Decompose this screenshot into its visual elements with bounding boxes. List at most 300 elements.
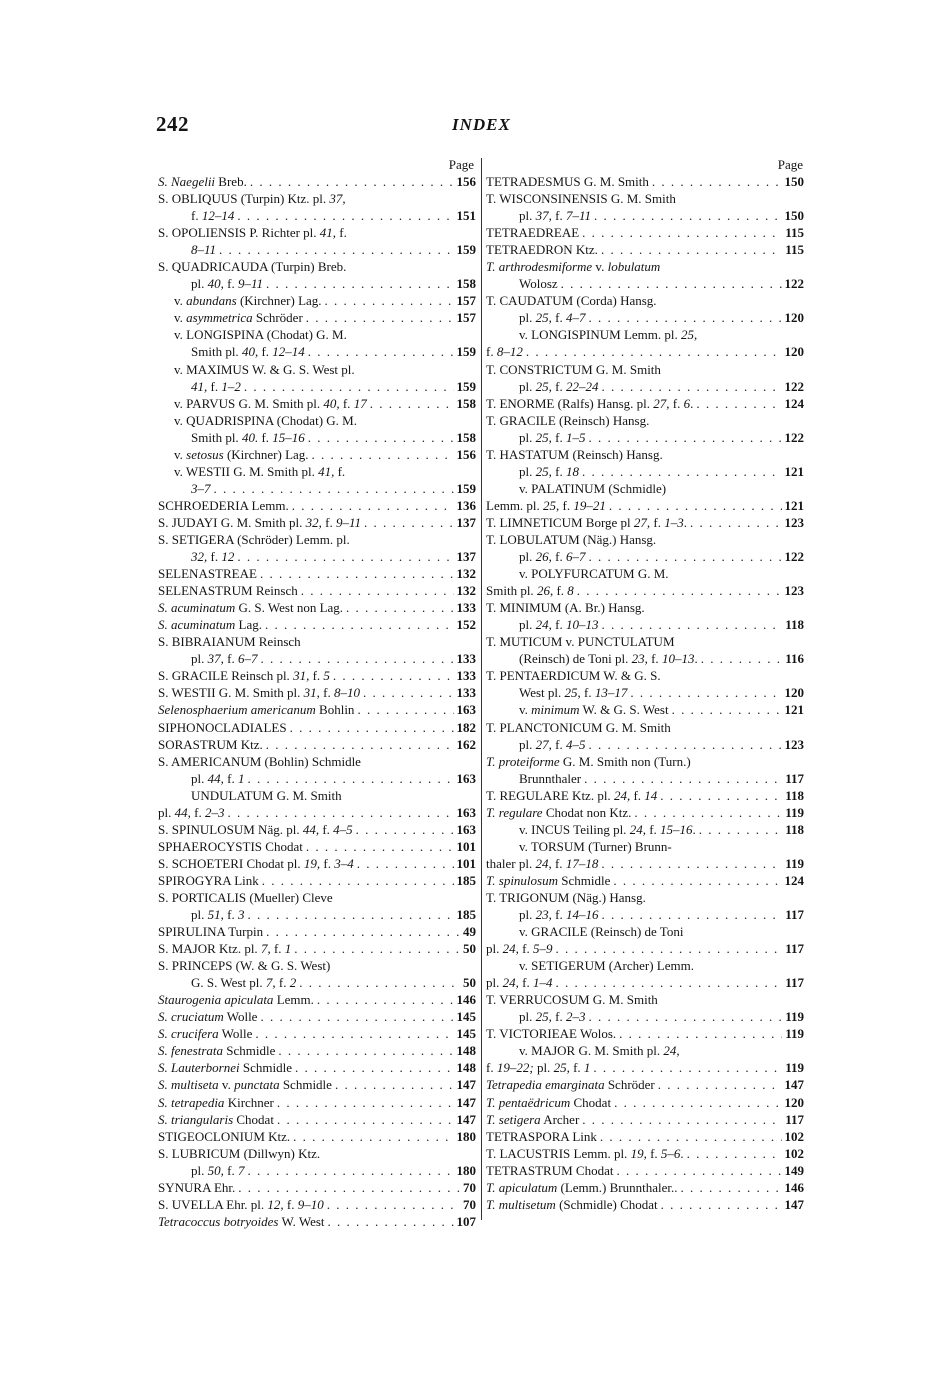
index-entry	[158, 1025, 476, 1042]
entry-text: T. spinulosum Schmidle	[486, 872, 611, 888]
dot-leader	[616, 1025, 782, 1042]
entry-page: 149	[784, 1162, 804, 1178]
index-entry	[486, 701, 804, 718]
index-entry	[486, 361, 804, 378]
index-entry	[158, 224, 476, 241]
entry-text: v. asymmetrica Schröder	[174, 310, 303, 326]
index-entry	[486, 719, 804, 736]
entry-page: 158	[456, 395, 476, 411]
entry-page: 119	[785, 1060, 804, 1076]
index-entry	[158, 1076, 476, 1093]
entry-text: T. MINIMUM (A. Br.) Hansg.	[486, 600, 645, 616]
index-entry	[158, 719, 476, 736]
entry-text: T. HASTATUM (Reinsch) Hansg.	[486, 446, 663, 462]
dot-leader	[598, 378, 781, 395]
dot-leader	[687, 514, 781, 531]
index-entry	[486, 1008, 804, 1025]
dot-leader	[579, 1111, 782, 1128]
entry-text: S. SETIGERA (Schröder) Lemm. pl.	[158, 531, 350, 547]
entry-text: v. setosus (Kirchner) Lag.	[174, 446, 309, 462]
entry-text: T. regulare Chodat non Ktz.	[486, 804, 632, 820]
entry-page: 185	[456, 907, 476, 923]
index-entry	[158, 1196, 476, 1213]
entry-page: 133	[456, 600, 476, 616]
entry-page: 122	[784, 429, 804, 445]
entry-text: f. 19–22; pl. 25, f. 1	[486, 1060, 591, 1076]
dot-leader	[367, 395, 454, 412]
entry-text: 32, f. 12	[191, 549, 235, 565]
entry-text: pl. 44, f. 2–3	[158, 804, 225, 820]
entry-page: 163	[456, 770, 476, 786]
dot-leader	[354, 855, 454, 872]
entry-page: 117	[785, 975, 804, 991]
entry-text: T. WISCONSINENSIS G. M. Smith	[486, 191, 676, 207]
entry-page: 150	[784, 174, 804, 189]
dot-leader	[263, 275, 453, 292]
entry-page: 118	[785, 617, 804, 633]
dot-leader	[585, 309, 781, 326]
dot-leader	[257, 650, 453, 667]
dot-leader	[235, 1179, 460, 1196]
index-entry	[486, 497, 804, 514]
index-entry	[158, 838, 476, 855]
dot-leader	[303, 309, 454, 326]
entry-text: S. UVELLA Ehr. pl. 12, f. 9–10	[158, 1196, 324, 1212]
dot-leader	[657, 787, 782, 804]
entry-text: v. PALATINUM (Schmidle)	[519, 480, 667, 496]
entry-page: 101	[456, 838, 476, 854]
entry-page: 102	[784, 1128, 804, 1144]
entry-text: pl. 44, f. 1	[191, 770, 245, 786]
entry-text: Smith pl. 40, f. 12–14	[191, 344, 305, 360]
entry-page: 162	[456, 736, 476, 752]
index-entry	[158, 804, 476, 821]
entry-text: pl. 50, f. 7	[191, 1162, 245, 1178]
entry-page: 115	[785, 242, 804, 258]
dot-leader	[275, 1042, 453, 1059]
entry-text: pl. 37, f. 6–7	[191, 651, 258, 667]
entry-page: 180	[456, 1128, 476, 1144]
entry-text: pl. 37, f. 7–11	[519, 208, 592, 224]
index-entry	[486, 855, 804, 872]
index-entry	[486, 1059, 804, 1076]
dot-leader	[343, 599, 453, 616]
dot-leader	[332, 1076, 454, 1093]
index-entry	[158, 889, 476, 906]
entry-text: West pl. 25, f. 13–17	[519, 685, 628, 701]
dot-leader	[360, 684, 453, 701]
entry-text: S. WESTII G. M. Smith pl. 31, f. 8–10	[158, 685, 361, 701]
index-entry	[486, 275, 804, 292]
index-column-right	[486, 156, 804, 1213]
entry-page: 124	[784, 395, 804, 411]
index-entry	[158, 1094, 476, 1111]
entry-text: S. OBLIQUUS (Turpin) Ktz. pl. 37,	[158, 191, 346, 207]
index-entry	[486, 684, 804, 701]
index-entry	[486, 838, 804, 855]
dot-leader	[581, 770, 782, 787]
entry-page: 156	[456, 446, 476, 462]
entry-text: S. GRACILE Reinsch pl. 31, f. 5	[158, 668, 330, 684]
entry-text: S. PRINCEPS (W. & G. S. West)	[158, 958, 331, 974]
dot-leader	[361, 514, 454, 531]
entry-text: 41, f. 1–2	[191, 378, 241, 394]
dot-leader	[574, 582, 782, 599]
entry-text: 8–11	[191, 242, 217, 258]
dot-leader	[290, 1128, 453, 1145]
entry-page: 117	[785, 1111, 804, 1127]
index-entry	[486, 599, 804, 616]
entry-text: (Reinsch) de Toni pl. 23, f. 10–13.	[519, 651, 698, 667]
entry-page: 158	[456, 429, 476, 445]
index-entry	[486, 446, 804, 463]
entry-text: v. PARVUS G. M. Smith pl. 40, f. 17	[174, 395, 367, 411]
dot-leader	[259, 872, 454, 889]
entry-text: S. Lauterbornei Schmidle	[158, 1060, 292, 1076]
dot-leader	[309, 446, 454, 463]
entry-page: 159	[456, 480, 476, 496]
index-entry	[158, 292, 476, 309]
index-entry	[158, 378, 476, 395]
entry-text: G. S. West pl. 7, f. 2	[191, 975, 297, 991]
entry-page: 159	[456, 344, 476, 360]
dot-leader	[585, 548, 781, 565]
entry-text: v. MAXIMUS W. & G. S. West pl.	[174, 361, 355, 377]
dot-leader	[324, 1196, 460, 1213]
entry-page: 120	[784, 685, 804, 701]
entry-page: 137	[456, 514, 476, 530]
index-entry	[486, 974, 804, 991]
dot-leader	[224, 804, 453, 821]
entry-text: 3–7	[191, 480, 211, 496]
index-entry	[486, 190, 804, 207]
index-entry	[158, 1213, 476, 1230]
entry-page: 151	[456, 208, 476, 224]
dot-leader	[263, 736, 454, 753]
index-entry	[158, 770, 476, 787]
entry-text: S. AMERICANUM (Bohlin) Schmidle	[158, 753, 361, 769]
entry-text: SORASTRUM Ktz.	[158, 736, 263, 752]
index-entry	[158, 190, 476, 207]
dot-leader	[298, 582, 454, 599]
entry-page: 107	[456, 1213, 476, 1229]
dot-leader	[598, 616, 782, 633]
dot-leader	[655, 1076, 782, 1093]
entry-page: 163	[456, 821, 476, 837]
index-entry	[158, 309, 476, 326]
index-entry	[486, 650, 804, 667]
index-entry	[486, 940, 804, 957]
entry-page: 180	[456, 1162, 476, 1178]
index-entry	[158, 582, 476, 599]
entry-text: T. setigera Archer	[486, 1111, 580, 1127]
dot-leader	[649, 173, 782, 190]
index-entry	[158, 326, 476, 343]
entry-page: 50	[463, 975, 476, 991]
entry-page: 163	[456, 702, 476, 718]
index-entry	[486, 736, 804, 753]
entry-text: TETRAEDRON Ktz.	[486, 242, 598, 258]
entry-page: 133	[456, 651, 476, 667]
index-entry	[158, 974, 476, 991]
dot-leader	[330, 667, 454, 684]
index-entry	[486, 241, 804, 258]
entry-text: v. abundans (Kirchner) Lag.	[174, 293, 322, 309]
entry-page: 117	[785, 941, 804, 957]
entry-text: pl. 23, f. 14–16	[519, 907, 599, 923]
entry-page: 49	[463, 924, 476, 940]
index-entry	[158, 173, 476, 190]
dot-leader	[244, 770, 453, 787]
dot-leader	[591, 207, 781, 224]
dot-leader	[296, 974, 460, 991]
index-entry	[158, 855, 476, 872]
dot-leader	[558, 275, 782, 292]
dot-leader	[552, 940, 782, 957]
running-title: INDEX	[452, 115, 511, 134]
entry-page: 148	[456, 1043, 476, 1059]
dot-leader	[696, 821, 782, 838]
dot-leader	[353, 821, 454, 838]
index-entry	[486, 787, 804, 804]
entry-text: UNDULATUM G. M. Smith	[191, 787, 342, 803]
entry-text: T. pentaëdricum Chodat	[486, 1094, 612, 1110]
entry-text: v. QUADRISPINA (Chodat) G. M.	[174, 412, 357, 428]
entry-text: SELENASTRUM Reinsch	[158, 583, 298, 599]
entry-page: 121	[784, 497, 804, 513]
entry-text: SYNURA Ehr.	[158, 1179, 236, 1195]
index-entry	[486, 326, 804, 343]
entry-page: 121	[784, 463, 804, 479]
entry-page: 133	[456, 668, 476, 684]
index-entry	[158, 787, 476, 804]
dot-leader	[590, 1059, 782, 1076]
entry-text: T. MUTICUM v. PUNCTULATUM	[486, 634, 675, 650]
index-entry	[486, 292, 804, 309]
entry-page: 102	[784, 1145, 804, 1161]
entry-text: pl. 25, f. 22–24	[519, 378, 599, 394]
index-entry	[158, 497, 476, 514]
index-entry	[486, 378, 804, 395]
entry-page: 70	[463, 1179, 476, 1195]
entry-text: T. GRACILE (Reinsch) Hansg.	[486, 412, 650, 428]
index-entry	[486, 770, 804, 787]
dot-leader	[598, 855, 782, 872]
index-entry	[486, 1042, 804, 1059]
entry-text: STIGEOCLONIUM Ktz.	[158, 1128, 291, 1144]
entry-text: Tetracoccus botryoides W. West	[158, 1213, 325, 1229]
entry-text: v. TORSUM (Turner) Brunn-	[519, 838, 672, 854]
entry-text: v. SETIGERUM (Archer) Lemm.	[519, 958, 694, 974]
index-entry	[486, 633, 804, 650]
index-entry	[486, 923, 804, 940]
index-entry	[486, 1025, 804, 1042]
entry-page: 147	[456, 1094, 476, 1110]
entry-page: 124	[784, 872, 804, 888]
index-entry	[158, 565, 476, 582]
index-entry	[158, 633, 476, 650]
dot-leader	[631, 804, 782, 821]
entry-text: TETRASTRUM Chodat	[486, 1162, 614, 1178]
index-entry	[486, 1196, 804, 1213]
dot-leader	[610, 872, 781, 889]
entry-page: 119	[785, 1009, 804, 1025]
entry-page: 156	[456, 174, 476, 189]
column-divider	[481, 158, 482, 1220]
entry-page: 122	[784, 378, 804, 394]
entry-text: T. PLANCTONICUM G. M. Smith	[486, 719, 671, 735]
entry-text: v. minimum W. & G. S. West	[519, 702, 669, 718]
entry-page: 132	[456, 566, 476, 582]
dot-leader	[257, 1008, 453, 1025]
entry-text: S. triangularis Chodat	[158, 1111, 274, 1127]
entry-text: SPHAEROCYSTIS Chodat	[158, 838, 303, 854]
entry-text: T. PENTAERDICUM W. & G. S.	[486, 668, 661, 684]
entry-text: Smith pl. 26, f. 8	[486, 583, 574, 599]
entry-page: 145	[456, 1026, 476, 1042]
entry-text: S. multiseta v. punctata Schmidle	[158, 1077, 332, 1093]
dot-leader	[274, 1094, 454, 1111]
entry-text: pl. 51, f. 3	[191, 907, 245, 923]
dot-leader	[244, 906, 453, 923]
index-entry	[158, 275, 476, 292]
entry-text: f. 8–12	[486, 344, 523, 360]
entry-text: Selenosphaerium americanum Bohlin	[158, 702, 355, 718]
entry-text: SPIROGYRA Link	[158, 872, 259, 888]
dot-leader	[585, 736, 781, 753]
entry-page: 147	[784, 1196, 804, 1212]
index-entry	[486, 531, 804, 548]
entry-text: Brunnthaler	[519, 770, 582, 786]
entry-page: 123	[784, 583, 804, 599]
index-entry	[158, 599, 476, 616]
dot-leader	[354, 701, 453, 718]
index-entry	[486, 667, 804, 684]
index-entry	[158, 1008, 476, 1025]
entry-text: thaler pl. 24, f. 17–18	[486, 855, 599, 871]
entry-page: 148	[456, 1060, 476, 1076]
index-entry	[486, 207, 804, 224]
entry-text: S. LUBRICUM (Dillwyn) Ktz.	[158, 1145, 321, 1161]
dot-leader	[244, 1162, 453, 1179]
entry-text: SIPHONOCLADIALES	[158, 719, 287, 735]
index-entry	[486, 309, 804, 326]
entry-text: T. arthrodesmiforme v. lobulatum	[486, 259, 661, 275]
entry-page: 123	[784, 514, 804, 530]
entry-page: 159	[456, 378, 476, 394]
index-entry	[486, 1162, 804, 1179]
entry-page: 117	[785, 770, 804, 786]
dot-leader	[274, 1111, 454, 1128]
entry-text: T. ENORME (Ralfs) Hansg. pl. 27, f. 6.	[486, 395, 694, 411]
index-entry	[486, 1179, 804, 1196]
index-entry	[158, 463, 476, 480]
index-entry	[486, 872, 804, 889]
entry-text: S. Naegelii Breb.	[158, 174, 247, 189]
entry-text: pl. 25, f. 2–3	[519, 1009, 586, 1025]
dot-leader	[262, 616, 454, 633]
entry-page: 158	[456, 276, 476, 292]
dot-leader	[234, 207, 453, 224]
index-entry	[486, 1111, 804, 1128]
entry-page: 118	[785, 787, 804, 803]
entry-text: pl. 26, f. 6–7	[519, 549, 586, 565]
index-entry	[486, 991, 804, 1008]
entry-text: T. proteiforme G. M. Smith non (Turn.)	[486, 753, 691, 769]
entry-text: T. TRIGONUM (Näg.) Hansg.	[486, 889, 646, 905]
entry-text: S. JUDAYI G. M. Smith pl. 32, f. 9–11	[158, 514, 361, 530]
index-entry	[486, 258, 804, 275]
dot-leader	[613, 1162, 781, 1179]
index-column-left	[158, 156, 476, 1230]
entry-page: 146	[456, 992, 476, 1008]
index-entry	[158, 1145, 476, 1162]
index-entry	[158, 650, 476, 667]
page-number: 242	[156, 112, 189, 136]
entry-page: 157	[456, 310, 476, 326]
entry-page: 120	[784, 310, 804, 326]
entry-page: 116	[785, 651, 804, 667]
entry-text: S. crucifera Wolle	[158, 1026, 253, 1042]
entry-text: T. CONSTRICTUM G. M. Smith	[486, 361, 661, 377]
entry-text: TETRAEDREAE	[486, 225, 580, 241]
dot-leader	[292, 1059, 454, 1076]
entry-page: 119	[785, 1026, 804, 1042]
entry-text: T. LACUSTRIS Lemm. pl. 19, f. 5–6.	[486, 1145, 684, 1161]
entry-text: v. LONGISPINUM Lemm. pl. 25,	[519, 327, 698, 343]
dot-leader	[305, 429, 454, 446]
entry-page: 101	[456, 855, 476, 871]
dot-leader	[216, 241, 453, 258]
entry-text: v. LONGISPINA (Chodat) G. M.	[174, 327, 347, 343]
entry-page: 123	[784, 736, 804, 752]
entry-page: 185	[456, 872, 476, 888]
index-entry	[486, 906, 804, 923]
index-entry	[486, 395, 804, 412]
entry-text: T. VERRUCOSUM G. M. Smith	[486, 992, 658, 1008]
dot-leader	[579, 224, 782, 241]
entry-text: S. SCHOETERI Chodat pl. 19, f. 3–4	[158, 855, 354, 871]
entry-page: 182	[456, 719, 476, 735]
index-entry	[158, 872, 476, 889]
entry-text: T. VICTORIEAE Wolos.	[486, 1026, 617, 1042]
entry-text: TETRADESMUS G. M. Smith	[486, 174, 649, 189]
index-entry	[158, 684, 476, 701]
entry-page: 119	[785, 855, 804, 871]
index-entry	[486, 565, 804, 582]
index-entry	[158, 1128, 476, 1145]
index-entry	[486, 173, 804, 190]
entry-page: 145	[456, 1009, 476, 1025]
index-entry	[158, 258, 476, 275]
index-entry	[486, 343, 804, 360]
entry-text: pl. 24, f. 1–4	[486, 975, 553, 991]
entry-text: pl. 40, f. 9–11	[191, 276, 264, 292]
entry-page: 122	[784, 276, 804, 292]
entry-text: T. CAUDATUM (Corda) Hansg.	[486, 293, 657, 309]
dot-leader	[287, 719, 454, 736]
dot-leader	[598, 906, 782, 923]
entry-page: 70	[463, 1196, 476, 1212]
entry-text: v. INCUS Teiling pl. 24, f. 15–16.	[519, 821, 696, 837]
dot-leader	[579, 463, 782, 480]
dot-leader	[305, 343, 454, 360]
index-entry	[158, 940, 476, 957]
entry-text: SPIRULINA Turpin	[158, 924, 264, 940]
entry-page: 147	[456, 1111, 476, 1127]
entry-text: Smith pl. 40. f. 15–16	[191, 429, 305, 445]
index-entry	[486, 616, 804, 633]
